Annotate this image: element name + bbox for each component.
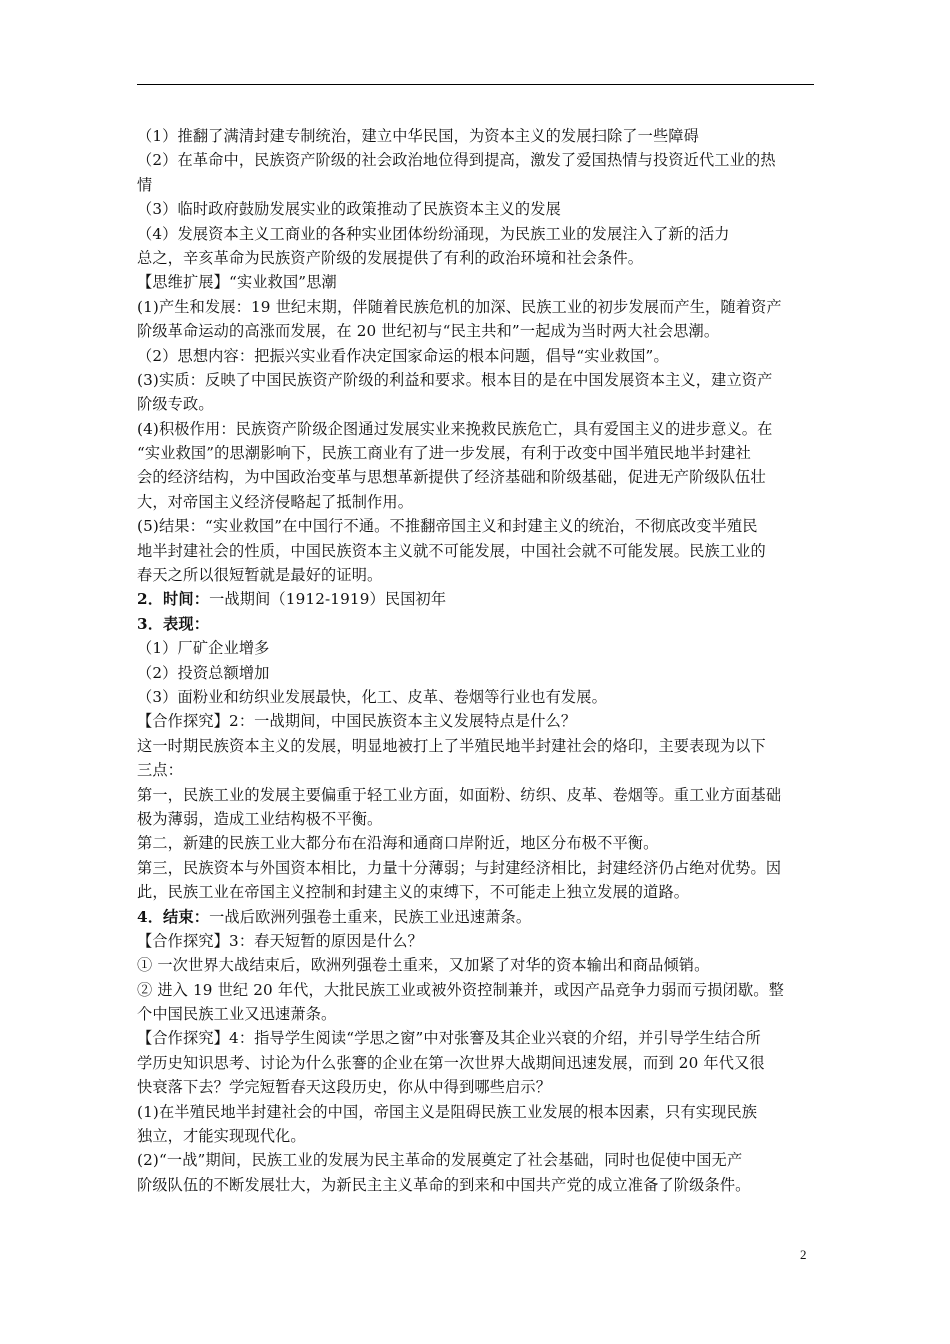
text-line: 个中国民族工业又迅速萧条。 — [137, 1005, 337, 1024]
text-line: (4)积极作用：民族资产阶级企图通过发展实业来挽救民族危亡，具有爱国主义的进步意义。在 — [137, 419, 773, 438]
text-line: 第三，民族资本与外国资本相比，力量十分薄弱；与封建经济相比，封建经济仍占绝对优势。因 — [137, 858, 782, 877]
text-line: ① 一次世界大战结束后，欧洲列强卷土重来，又加紧了对华的资本输出和商品倾销。 — [137, 956, 710, 975]
text-line — [137, 905, 817, 929]
text-line: 此，民族工业在帝国主义控制和封建主义的束缚下，不可能走上独立发展的道路。 — [137, 883, 690, 902]
text-line: 第二，新建的民族工业大都分布在沿海和通商口岸附近，地区分布极不平衡。 — [137, 834, 659, 853]
text-line: 学历史知识思考、讨论为什么张謇的企业在第一次世界大战期间迅速发展，而到 20 年代又很 — [137, 1053, 765, 1072]
section-heading: 4．结束： — [137, 907, 210, 926]
section-heading-value: 一战期间（1912-1919）民国初年 — [209, 590, 447, 609]
text-line: （2）思想内容：把振兴实业看作决定国家命运的根本问题，倡导“实业救国”。 — [137, 346, 669, 365]
text-line: 【合作探究】3：春天短暂的原因是什么？ — [137, 931, 423, 950]
text-line: （3）临时政府鼓励发展实业的政策推动了民族资本主义的发展 — [137, 200, 561, 219]
text-line: 快衰落下去？学完短暂春天这段历史，你从中得到哪些启示？ — [137, 1078, 552, 1097]
text-line: 阶级队伍的不断发展壮大，为新民主主义革命的到来和中国共产党的成立准备了阶级条件。 — [137, 1175, 751, 1194]
header-rule — [137, 84, 814, 85]
text-line: 会的经济结构，为中国政治变革与思想革新提供了经济基础和阶级基础，促进无产阶级队伍壮 — [137, 468, 766, 487]
text-line: 三点： — [137, 761, 184, 780]
text-line: (2)“一战”期间，民族工业的发展为民主革命的发展奠定了社会基础，同时也促使中国无产 — [137, 1151, 743, 1170]
text-line: 总之，辛亥革命为民族资产阶级的发展提供了有利的政治环境和社会条件。 — [137, 248, 644, 267]
text-line: 阶级专政。 — [137, 395, 214, 414]
text-line: （1）推翻了满清封建专制统治，建立中华民国，为资本主义的发展扫除了一些障碍 — [137, 127, 699, 145]
text-line: 大，对帝国主义经济侵略起了抵制作用。 — [137, 492, 414, 511]
text-line: （3）面粉业和纺织业发展最快，化工、皮革、卷烟等行业也有发展。 — [137, 687, 607, 706]
text-line: (5)结果：“实业救国”在中国行不通。不推翻帝国主义和封建主义的统治，不彻底改变半殖民 — [137, 517, 758, 536]
text-line: (1)在半殖民地半封建社会的中国，帝国主义是阻碍民族工业发展的根本因素，只有实现民族 — [137, 1102, 758, 1121]
text-line: 阶级革命运动的高涨而发展，在 20 世纪初与“民主共和”一起成为当时两大社会思潮。 — [137, 322, 720, 341]
text-line: (1)产生和发展：19 世纪末期，伴随着民族危机的加深、民族工业的初步发展而产生，随着资产 — [137, 297, 782, 316]
text-line: （1）厂矿企业增多 — [137, 639, 270, 658]
text-line: 春天之所以很短暂就是最好的证明。 — [137, 566, 383, 585]
text-line: “实业救国”的思潮影响下，民族工商业有了进一步发展，有利于改变中国半殖民地半封建社 — [137, 444, 751, 463]
text-line — [137, 612, 817, 636]
text-line: 第一，民族工业的发展主要偏重于轻工业方面，如面粉、纺织、皮革、卷烟等。重工业方面基础 — [137, 785, 782, 804]
text-line: 【合作探究】2：一战期间，中国民族资本主义发展特点是什么？ — [137, 712, 577, 731]
text-line: 【思维扩展】“实业救国”思潮 — [137, 273, 337, 292]
text-line: 【合作探究】4：指导学生阅读“学思之窗”中对张謇及其企业兴衰的介绍，并引导学生结合所 — [137, 1029, 761, 1048]
text-line: 这一时期民族资本主义的发展，明显地被打上了半殖民地半封建社会的烙印，主要表现为以下 — [137, 736, 766, 755]
page-number: 2 — [800, 1247, 807, 1262]
text-line: 地半封建社会的性质，中国民族资本主义就不可能发展，中国社会就不可能发展。民族工业的 — [137, 541, 766, 560]
section-heading-value: 一战后欧洲列强卷土重来，民族工业迅速萧条。 — [209, 907, 532, 926]
text-line: （2）投资总额增加 — [137, 663, 270, 682]
text-line: （4）发展资本主义工商业的各种实业团体纷纷涌现，为民族工业的发展注入了新的活力 — [137, 224, 730, 243]
text-line: （2）在革命中，民族资产阶级的社会政治地位得到提高，激发了爱国热情与投资近代工业的热 — [137, 151, 776, 170]
text-line — [137, 587, 817, 611]
text-line: 极为薄弱，造成工业结构极不平衡。 — [137, 809, 383, 828]
text-line: 情 — [137, 175, 153, 194]
text-line: (3)实质：反映了中国民族资产阶级的利益和要求。根本目的是在中国发展资本主义，建立资产 — [137, 370, 773, 389]
section-heading: 3．表现： — [137, 614, 210, 633]
text-line: 独立，才能实现现代化。 — [137, 1127, 306, 1146]
section-heading: 2．时间： — [137, 590, 210, 609]
document-body — [137, 124, 817, 1197]
text-line: ② 进入 19 世纪 20 年代，大批民族工业或被外资控制兼并，或因产品竞争力弱而亏损闭歇。整 — [137, 980, 784, 999]
